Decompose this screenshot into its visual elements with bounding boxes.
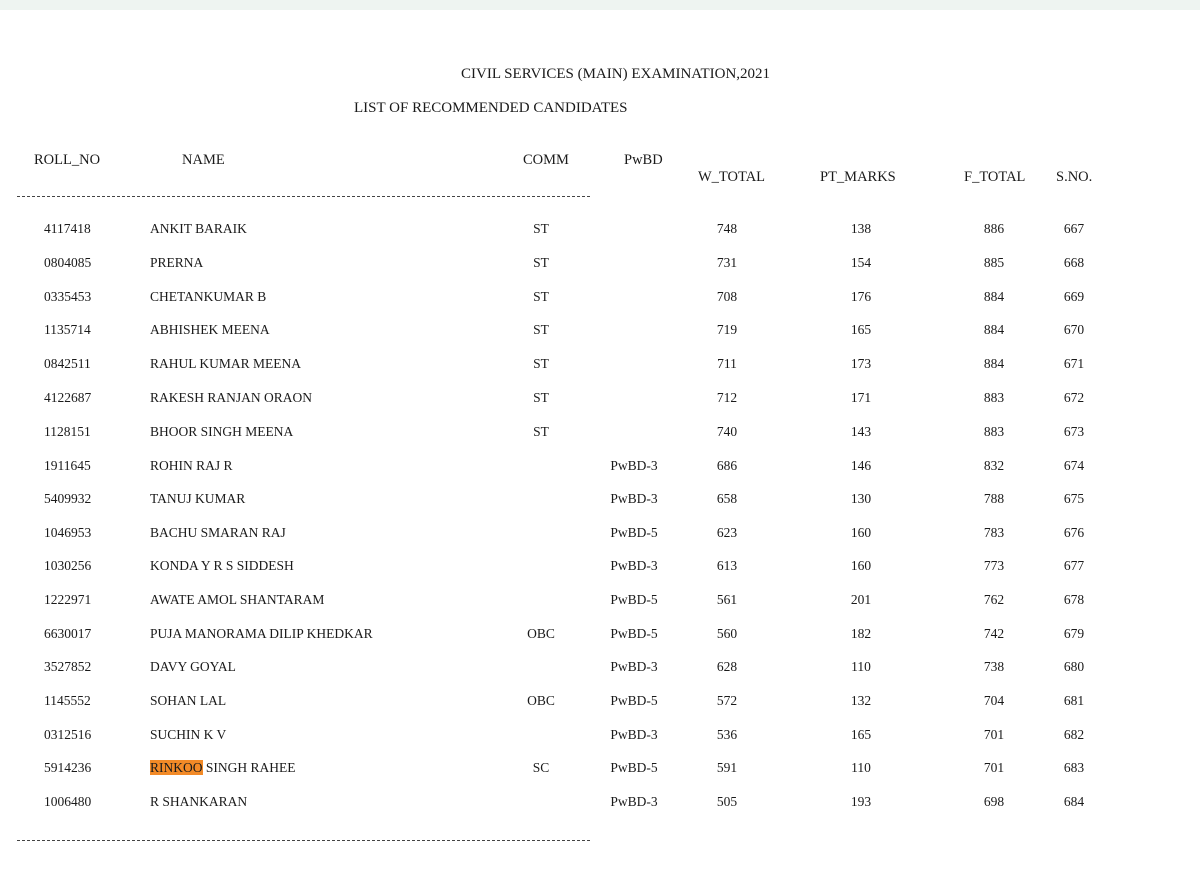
table-row (0, 356, 1200, 376)
pt-marks-cell: 165 (850, 322, 872, 337)
table-row (0, 390, 1200, 410)
s-no-cell: 675 (1063, 491, 1085, 506)
w-total-cell: 536 (716, 727, 738, 742)
s-no-cell: 680 (1063, 659, 1085, 674)
roll-no-cell: 0842511 (44, 356, 91, 371)
name-cell: ABHISHEK MEENA (150, 322, 270, 337)
name-cell: SUCHIN K V (150, 727, 227, 742)
f-total-cell: 738 (983, 659, 1005, 674)
table-row (0, 727, 1200, 747)
document-subtitle: LIST OF RECOMMENDED CANDIDATES (354, 100, 628, 116)
s-no-cell: 669 (1063, 289, 1085, 304)
f-total-cell: 883 (983, 390, 1005, 405)
pt-marks-cell: 173 (850, 356, 872, 371)
s-no-cell: 668 (1063, 255, 1085, 270)
s-no-cell: 670 (1063, 322, 1085, 337)
roll-no-cell: 1911645 (44, 458, 91, 473)
pt-marks-cell: 160 (850, 558, 872, 573)
pt-marks-cell: 154 (850, 255, 872, 270)
column-header-w-total: W_TOTAL (698, 169, 766, 185)
f-total-cell: 832 (983, 458, 1005, 473)
table-row (0, 424, 1200, 444)
roll-no-cell: 0312516 (44, 727, 92, 742)
w-total-cell: 613 (716, 558, 738, 573)
name-cell: ROHIN RAJ R (150, 458, 233, 473)
s-no-cell: 677 (1063, 558, 1085, 573)
name-cell: KONDA Y R S SIDDESH (150, 558, 294, 573)
pwbd-cell: PwBD-3 (610, 491, 658, 506)
w-total-cell: 623 (716, 525, 738, 540)
f-total-cell: 884 (983, 322, 1005, 337)
comm-cell: ST (533, 356, 549, 371)
w-total-cell: 560 (716, 626, 738, 641)
name-cell: BACHU SMARAN RAJ (150, 525, 286, 540)
pwbd-cell: PwBD-5 (610, 626, 658, 641)
table-row (0, 289, 1200, 309)
w-total-cell: 572 (716, 693, 738, 708)
pt-marks-cell: 182 (850, 626, 872, 641)
table-row (0, 255, 1200, 275)
pt-marks-cell: 143 (850, 424, 872, 439)
f-total-cell: 788 (983, 491, 1005, 506)
table-row (0, 760, 1200, 780)
name-cell (150, 760, 296, 776)
roll-no-cell: 4117418 (44, 221, 91, 236)
pwbd-cell: PwBD-3 (610, 794, 658, 809)
w-total-cell: 686 (716, 458, 738, 473)
roll-no-cell: 4122687 (44, 390, 92, 405)
s-no-cell: 678 (1063, 592, 1085, 607)
name-cell: PUJA MANORAMA DILIP KHEDKAR (150, 626, 373, 641)
w-total-cell: 591 (716, 760, 738, 775)
pt-marks-cell: 171 (850, 390, 872, 405)
table-row (0, 458, 1200, 478)
column-header-comm: COMM (523, 152, 569, 168)
name-cell: AWATE AMOL SHANTARAM (150, 592, 325, 607)
s-no-cell: 676 (1063, 525, 1085, 540)
pwbd-cell: PwBD-5 (610, 592, 658, 607)
name-remainder: SINGH RAHEE (202, 760, 296, 775)
highlighted-name-part: RINKOO (150, 760, 203, 775)
pt-marks-cell: 193 (850, 794, 872, 809)
table-row (0, 558, 1200, 578)
table-row (0, 659, 1200, 679)
name-cell: BHOOR SINGH MEENA (150, 424, 294, 439)
f-total-cell: 886 (983, 221, 1005, 236)
table-row (0, 525, 1200, 545)
f-total-cell: 698 (983, 794, 1005, 809)
pwbd-cell: PwBD-3 (610, 727, 658, 742)
table-row (0, 491, 1200, 511)
roll-no-cell: 0804085 (44, 255, 92, 270)
w-total-cell: 658 (716, 491, 738, 506)
comm-cell: ST (533, 289, 549, 304)
comm-cell: ST (533, 390, 549, 405)
column-header-pt-marks: PT_MARKS (820, 169, 896, 185)
comm-cell: OBC (527, 693, 555, 708)
w-total-cell: 628 (716, 659, 738, 674)
comm-cell: ST (533, 255, 549, 270)
w-total-cell: 561 (716, 592, 738, 607)
s-no-cell: 667 (1063, 221, 1085, 236)
f-total-cell: 701 (983, 760, 1005, 775)
roll-no-cell: 5914236 (44, 760, 92, 775)
pt-marks-cell: 201 (850, 592, 872, 607)
pt-marks-cell: 110 (851, 659, 871, 674)
w-total-cell: 711 (717, 356, 737, 371)
f-total-cell: 885 (983, 255, 1005, 270)
f-total-cell: 783 (983, 525, 1005, 540)
s-no-cell: 673 (1063, 424, 1085, 439)
s-no-cell: 684 (1063, 794, 1085, 809)
f-total-cell: 883 (983, 424, 1005, 439)
table-row (0, 592, 1200, 612)
document-title: CIVIL SERVICES (MAIN) EXAMINATION,2021 (461, 66, 771, 82)
f-total-cell: 762 (983, 592, 1005, 607)
s-no-cell: 683 (1063, 760, 1085, 775)
f-total-cell: 704 (983, 693, 1005, 708)
w-total-cell: 712 (716, 390, 738, 405)
s-no-cell: 679 (1063, 626, 1085, 641)
roll-no-cell: 6630017 (44, 626, 92, 641)
w-total-cell: 505 (716, 794, 738, 809)
name-cell: PRERNA (150, 255, 204, 270)
s-no-cell: 671 (1063, 356, 1085, 371)
pt-marks-cell: 130 (850, 491, 872, 506)
table-row (0, 626, 1200, 646)
name-cell: RAHUL KUMAR MEENA (150, 356, 301, 371)
roll-no-cell: 0335453 (44, 289, 92, 304)
name-cell: SOHAN LAL (150, 693, 227, 708)
s-no-cell: 681 (1063, 693, 1085, 708)
table-row (0, 794, 1200, 814)
pt-marks-cell: 176 (850, 289, 872, 304)
table-row (0, 322, 1200, 342)
f-total-cell: 884 (983, 356, 1005, 371)
comm-cell: SC (532, 760, 550, 775)
f-total-cell: 884 (983, 289, 1005, 304)
roll-no-cell: 1046953 (44, 525, 92, 540)
f-total-cell: 773 (983, 558, 1005, 573)
pwbd-cell: PwBD-5 (610, 693, 658, 708)
column-header-s-no: S.NO. (1056, 169, 1093, 185)
column-header-name: NAME (182, 152, 225, 168)
name-cell: TANUJ KUMAR (150, 491, 246, 506)
pt-marks-cell: 165 (850, 727, 872, 742)
f-total-cell: 742 (983, 626, 1005, 641)
top-strip (0, 0, 1200, 10)
s-no-cell: 674 (1063, 458, 1085, 473)
comm-cell: OBC (527, 626, 555, 641)
w-total-cell: 731 (716, 255, 738, 270)
roll-no-cell: 5409932 (44, 491, 92, 506)
roll-no-cell: 1128151 (44, 424, 91, 439)
name-cell: DAVY GOYAL (150, 659, 236, 674)
header-divider (17, 196, 590, 197)
column-header-f-total: F_TOTAL (964, 169, 1026, 185)
comm-cell: ST (533, 424, 549, 439)
name-cell: ANKIT BARAIK (150, 221, 247, 236)
roll-no-cell: 1222971 (44, 592, 92, 607)
pt-marks-cell: 160 (850, 525, 872, 540)
roll-no-cell: 1006480 (44, 794, 92, 809)
roll-no-cell: 1030256 (44, 558, 92, 573)
table-row (0, 693, 1200, 713)
comm-cell: ST (533, 322, 549, 337)
pt-marks-cell: 146 (850, 458, 872, 473)
roll-no-cell: 1135714 (44, 322, 91, 337)
footer-divider (17, 840, 590, 841)
pwbd-cell: PwBD-5 (610, 525, 658, 540)
f-total-cell: 701 (983, 727, 1005, 742)
table-row (0, 221, 1200, 241)
column-header-pwbd: PwBD (624, 152, 663, 168)
name-cell: CHETANKUMAR B (150, 289, 267, 304)
w-total-cell: 708 (716, 289, 738, 304)
w-total-cell: 748 (716, 221, 738, 236)
pt-marks-cell: 138 (850, 221, 872, 236)
s-no-cell: 672 (1063, 390, 1085, 405)
pwbd-cell: PwBD-3 (610, 659, 658, 674)
name-cell: R SHANKARAN (150, 794, 248, 809)
pwbd-cell: PwBD-3 (610, 558, 658, 573)
s-no-cell: 682 (1063, 727, 1085, 742)
w-total-cell: 719 (716, 322, 738, 337)
pt-marks-cell: 110 (851, 760, 871, 775)
comm-cell: ST (533, 221, 549, 236)
w-total-cell: 740 (716, 424, 738, 439)
roll-no-cell: 3527852 (44, 659, 92, 674)
pwbd-cell: PwBD-3 (610, 458, 658, 473)
pt-marks-cell: 132 (850, 693, 872, 708)
name-cell: RAKESH RANJAN ORAON (150, 390, 313, 405)
roll-no-cell: 1145552 (44, 693, 91, 708)
pwbd-cell: PwBD-5 (610, 760, 658, 775)
column-header-roll-no: ROLL_NO (34, 152, 101, 168)
